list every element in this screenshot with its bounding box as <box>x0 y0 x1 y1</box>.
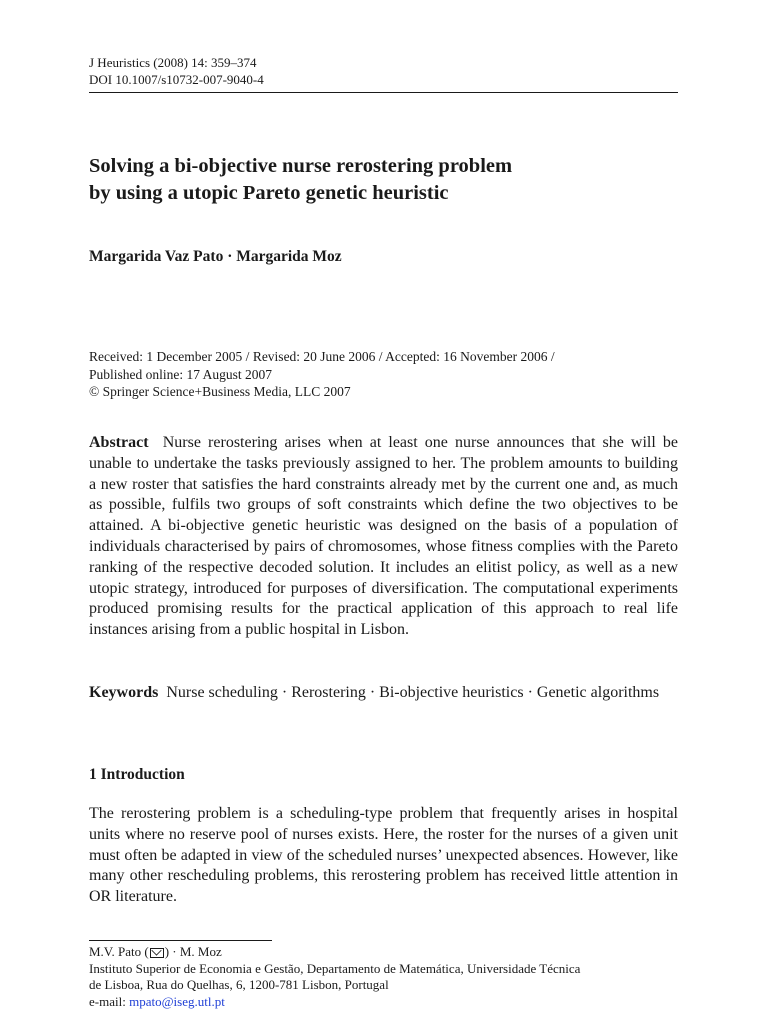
footnote-rule <box>89 940 272 941</box>
keywords-text: Nurse scheduling · Rerostering · Bi-objective heuristics · Genetic algorithms <box>166 684 660 701</box>
header-rule <box>89 92 678 93</box>
introduction-paragraph: The rerostering problem is a scheduling-type problem that frequently arises in hospital units where no reserve pool of nurses exists. Here, the roster for the nurses of a given unit must often be adapted in view of the scheduled nurses’ unexpected absences. However, like many other rescheduling problems, this rerostering problem has received little attention in OR literature. <box>89 805 678 906</box>
email-link[interactable]: mpato@iseg.utl.pt <box>129 993 225 1009</box>
dates-line-2: Published online: 17 August 2007 <box>89 366 273 382</box>
dates-line-1: Received: 1 December 2005 / Revised: 20 June 2006 / Accepted: 16 November 2006 / <box>89 349 555 364</box>
footnote-authors <box>89 944 580 961</box>
paper-title <box>89 153 512 207</box>
envelope-icon <box>150 948 164 958</box>
authors: Margarida Vaz Pato · Margarida Moz <box>89 248 342 265</box>
footnote <box>89 944 580 1010</box>
doi-line: DOI 10.1007/s10732-007-9040-4 <box>89 72 264 87</box>
affiliation-line-1: Instituto Superior de Economia e Gestão, Departamento de Matemática, Universidade Técnica <box>89 960 581 976</box>
affiliation-line-2: de Lisboa, Rua do Quelhas, 6, 1200-781 Lisbon, Portugal <box>89 977 389 992</box>
footnote-author-a: M.V. Pato ( <box>89 944 149 959</box>
keywords <box>89 683 678 704</box>
title-line-1: Solving a bi-objective nurse rerostering problem <box>89 155 513 177</box>
journal-line: J Heuristics (2008) 14: 359–374 <box>89 55 257 70</box>
abstract <box>89 433 678 641</box>
title-line-2: by using a utopic Pareto genetic heuristic <box>89 182 449 204</box>
copyright-line: © Springer Science+Business Media, LLC 2007 <box>89 384 351 399</box>
keywords-label: Keywords <box>89 684 159 701</box>
abstract-label: Abstract <box>89 434 149 451</box>
email-label: e-mail: <box>89 993 130 1009</box>
publication-dates <box>89 348 555 401</box>
abstract-text: Nurse rerostering arises when at least one nurse announces that she will be unable to undertake the tasks previously assigned to her. The problem amounts to building a new roster that satisfies the hard constraints already met by the current one and, as much as possible, fulfils two groups of soft constraints which define the two objectives to be attained. A bi-objective genetic heuristic was designed on the basis of a population of individuals characterised by pairs of chromosomes, whose fitness complies with the Pareto ranking of the respective decoded solution. It includes an elitist policy, as well as a new utopic strategy, introduced for purposes of diversification. The computational experiments produced promising results for the practical application of this approach to real life instances arising from a public hospital in Lisbon. <box>89 434 678 639</box>
email-line <box>89 994 580 1011</box>
footnote-author-b: ) · M. Moz <box>164 944 222 959</box>
journal-citation <box>89 54 264 88</box>
section-heading-introduction: 1 Introduction <box>89 766 185 783</box>
